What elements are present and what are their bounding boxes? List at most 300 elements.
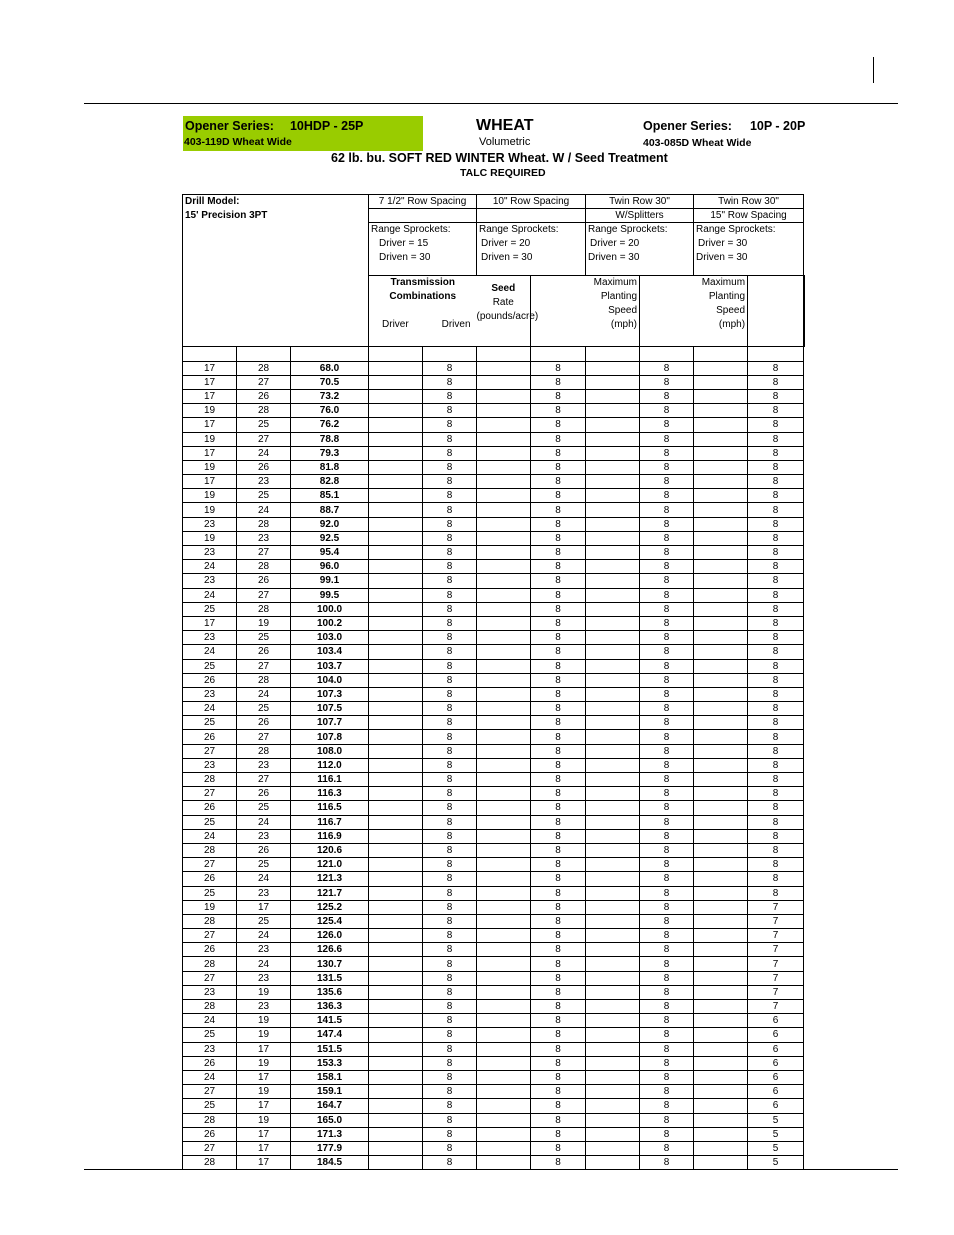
driven-cell: 23: [237, 475, 291, 489]
empty-cell: [694, 446, 748, 460]
empty-cell: [586, 574, 640, 588]
max-speed-cell: 8: [423, 1070, 477, 1084]
table-row: [183, 730, 805, 744]
max-speed-cell: 7: [748, 929, 804, 943]
max-speed-cell: 8: [423, 957, 477, 971]
max-speed-cell: 8: [531, 1028, 586, 1042]
max-speed-header-2: Maximum Planting Speed (mph): [694, 276, 748, 347]
max-speed-cell: 8: [748, 716, 804, 730]
max-speed-cell: 8: [640, 872, 694, 886]
seed-rate-cell: 121.7: [291, 886, 369, 900]
max-speed-cell: 8: [531, 914, 586, 928]
max-speed-cell: 8: [531, 460, 586, 474]
table-row: [183, 1127, 805, 1141]
seed-rate-cell: 116.9: [291, 829, 369, 843]
max-speed-cell: 8: [640, 361, 694, 375]
empty-cell: [586, 1014, 640, 1028]
empty-cell: [369, 943, 423, 957]
empty-cell: [694, 375, 748, 389]
max-speed-cell: 6: [748, 1028, 804, 1042]
seed-rate-table: [182, 194, 805, 1170]
driven-cell: 25: [237, 631, 291, 645]
max-speed-cell: 8: [531, 446, 586, 460]
max-speed-cell: 8: [423, 361, 477, 375]
empty-cell: [369, 914, 423, 928]
max-speed-cell: 8: [640, 1014, 694, 1028]
max-speed-cell: 8: [748, 602, 804, 616]
max-speed-cell: 8: [531, 702, 586, 716]
max-speed-cell: 8: [640, 1000, 694, 1014]
empty-cell: [369, 1085, 423, 1099]
empty-cell: [477, 503, 531, 517]
empty-cell: [694, 1070, 748, 1084]
driver-cell: 25: [183, 1028, 237, 1042]
empty-cell: [694, 929, 748, 943]
empty-cell: [477, 1000, 531, 1014]
seed-rate-cell: 116.3: [291, 787, 369, 801]
empty-cell: [369, 446, 423, 460]
table-row: [183, 1141, 805, 1155]
table-row: [183, 1042, 805, 1056]
seed-rate-cell: 171.3: [291, 1127, 369, 1141]
table-row: [183, 1113, 805, 1127]
max-speed-cell: 8: [531, 773, 586, 787]
max-speed-cell: 8: [748, 574, 804, 588]
seed-rate-cell: 73.2: [291, 389, 369, 403]
driven-cell: 19: [237, 1028, 291, 1042]
seed-rate-cell: 88.7: [291, 503, 369, 517]
seed-rate-cell: 153.3: [291, 1056, 369, 1070]
max-speed-cell: 8: [748, 702, 804, 716]
table-row: [183, 843, 805, 857]
table-row: [183, 971, 805, 985]
max-speed-cell: 8: [423, 631, 477, 645]
empty-cell: [694, 1085, 748, 1099]
seed-rate-cell: 92.0: [291, 517, 369, 531]
max-speed-cell: 8: [748, 531, 804, 545]
max-speed-cell: 8: [531, 517, 586, 531]
empty-cell: [369, 1127, 423, 1141]
max-speed-cell: 8: [748, 773, 804, 787]
empty-cell: [477, 1042, 531, 1056]
max-speed-cell: 8: [748, 801, 804, 815]
max-speed-cell: 8: [423, 1141, 477, 1155]
seed-rate-cell: 81.8: [291, 460, 369, 474]
empty-cell: [694, 631, 748, 645]
max-speed-cell: 8: [640, 531, 694, 545]
empty-cell: [477, 574, 531, 588]
empty-cell: [694, 546, 748, 560]
empty-cell: [369, 560, 423, 574]
driver-cell: 24: [183, 702, 237, 716]
seed-rate-cell: 85.1: [291, 489, 369, 503]
driver-cell: 25: [183, 1099, 237, 1113]
max-speed-cell: 8: [531, 929, 586, 943]
max-speed-cell: 8: [531, 1156, 586, 1170]
empty-cell: [694, 531, 748, 545]
empty-cell: [477, 616, 531, 630]
empty-cell: [694, 773, 748, 787]
empty-cell: [586, 489, 640, 503]
max-speed-cell: 8: [640, 1056, 694, 1070]
max-speed-cell: 8: [748, 361, 804, 375]
seed-rate-cell: 70.5: [291, 375, 369, 389]
empty-cell: [477, 489, 531, 503]
max-speed-cell: 8: [531, 616, 586, 630]
empty-cell: [369, 531, 423, 545]
table-row: [183, 773, 805, 787]
empty-cell: [586, 475, 640, 489]
seed-rate-cell: 107.8: [291, 730, 369, 744]
max-speed-cell: 8: [423, 1113, 477, 1127]
empty-cell: [694, 1141, 748, 1155]
driven-cell: 27: [237, 773, 291, 787]
empty-cell: [477, 900, 531, 914]
driver-cell: 24: [183, 1070, 237, 1084]
empty-cell: [694, 943, 748, 957]
max-speed-cell: 8: [531, 1085, 586, 1099]
empty-cell: [586, 503, 640, 517]
empty-cell: [369, 843, 423, 857]
empty-cell: [369, 1042, 423, 1056]
max-speed-cell: 8: [423, 971, 477, 985]
empty-cell: [369, 659, 423, 673]
table-row: [183, 503, 805, 517]
max-speed-cell: 8: [640, 404, 694, 418]
max-speed-cell: 8: [640, 418, 694, 432]
empty-cell: [694, 843, 748, 857]
empty-cell: [477, 858, 531, 872]
table-row: [183, 943, 805, 957]
seed-rate-cell: 159.1: [291, 1085, 369, 1099]
empty-cell: [477, 517, 531, 531]
driver-cell: 25: [183, 602, 237, 616]
max-speed-cell: 8: [531, 361, 586, 375]
driver-cell: 28: [183, 957, 237, 971]
seed-rate-cell: 100.2: [291, 616, 369, 630]
empty-cell: [586, 858, 640, 872]
empty-cell: [369, 886, 423, 900]
right-opener-series: Opener Series: 10P - 20P: [643, 119, 806, 133]
table-row: [183, 872, 805, 886]
max-speed-cell: 8: [748, 460, 804, 474]
seed-rate-cell: 92.5: [291, 531, 369, 545]
max-speed-cell: 8: [531, 1113, 586, 1127]
empty-cell: [477, 602, 531, 616]
empty-cell: [477, 716, 531, 730]
max-speed-cell: 8: [531, 1056, 586, 1070]
max-speed-cell: 8: [423, 432, 477, 446]
max-speed-cell: 8: [531, 872, 586, 886]
empty-cell: [369, 1099, 423, 1113]
spacing-header-4: Twin Row 30": [694, 195, 804, 209]
empty-cell: [477, 588, 531, 602]
driver-cell: 26: [183, 673, 237, 687]
empty-cell: [477, 1113, 531, 1127]
empty-cell: [694, 1028, 748, 1042]
driver-cell: 24: [183, 645, 237, 659]
empty-cell: [586, 418, 640, 432]
max-speed-cell: 8: [640, 616, 694, 630]
max-speed-cell: 8: [531, 489, 586, 503]
empty-cell: [477, 631, 531, 645]
empty-cell: [586, 645, 640, 659]
empty-cell: [369, 744, 423, 758]
seed-rate-cell: 120.6: [291, 843, 369, 857]
seed-rate-cell: 121.0: [291, 858, 369, 872]
empty-cell: [369, 716, 423, 730]
empty-cell: [586, 1156, 640, 1170]
max-speed-cell: 8: [640, 943, 694, 957]
max-speed-cell: 8: [423, 914, 477, 928]
driver-cell: 26: [183, 1056, 237, 1070]
driven-cell: 19: [237, 1113, 291, 1127]
empty-cell: [694, 702, 748, 716]
spacing-header-3: Twin Row 30": [586, 195, 694, 209]
driven-cell: 17: [237, 1141, 291, 1155]
empty-cell: [586, 1070, 640, 1084]
spacing-header-2: 10" Row Spacing: [477, 195, 586, 209]
empty-cell: [586, 900, 640, 914]
driven-cell: 19: [237, 616, 291, 630]
max-speed-cell: 8: [423, 773, 477, 787]
table-row: [183, 631, 805, 645]
max-speed-cell: 8: [640, 503, 694, 517]
max-speed-cell: 8: [640, 815, 694, 829]
seed-rate-cell: 165.0: [291, 1113, 369, 1127]
driver-cell: 24: [183, 560, 237, 574]
empty-cell: [369, 702, 423, 716]
max-speed-cell: 8: [531, 1014, 586, 1028]
table-row: [183, 702, 805, 716]
max-speed-cell: 8: [748, 404, 804, 418]
empty-cell: [694, 716, 748, 730]
seed-rate-cell: 158.1: [291, 1070, 369, 1084]
driven-cell: 23: [237, 943, 291, 957]
max-speed-cell: 8: [423, 702, 477, 716]
seed-rate-cell: 116.5: [291, 801, 369, 815]
max-speed-cell: 8: [423, 716, 477, 730]
max-speed-cell: 8: [423, 815, 477, 829]
seed-rate-cell: 107.5: [291, 702, 369, 716]
max-speed-cell: 8: [423, 375, 477, 389]
driver-cell: 27: [183, 929, 237, 943]
empty-cell: [369, 687, 423, 701]
empty-cell: [477, 943, 531, 957]
empty-cell: [477, 531, 531, 545]
max-speed-cell: 8: [640, 886, 694, 900]
empty-cell: [586, 985, 640, 999]
empty-cell: [477, 389, 531, 403]
max-speed-cell: 8: [640, 957, 694, 971]
empty-cell: [369, 1000, 423, 1014]
max-speed-cell: 8: [423, 900, 477, 914]
driven-cell: 25: [237, 489, 291, 503]
empty-cell: [369, 957, 423, 971]
table-row: [183, 602, 805, 616]
seed-rate-cell: 103.4: [291, 645, 369, 659]
seed-rate-cell: 164.7: [291, 1099, 369, 1113]
empty-cell: [477, 460, 531, 474]
empty-cell: [369, 475, 423, 489]
empty-cell: [694, 744, 748, 758]
driver-cell: 23: [183, 546, 237, 560]
table-row: [183, 475, 805, 489]
empty-cell: [694, 914, 748, 928]
driver-cell: 23: [183, 985, 237, 999]
max-speed-cell: 8: [531, 432, 586, 446]
max-speed-cell: 7: [748, 985, 804, 999]
empty-cell: [369, 574, 423, 588]
driver-cell: 17: [183, 418, 237, 432]
max-speed-cell: 8: [423, 446, 477, 460]
driver-cell: 28: [183, 773, 237, 787]
driven-cell: 25: [237, 801, 291, 815]
empty-cell: [369, 929, 423, 943]
speed-spacer-2: [640, 276, 694, 347]
empty-cell: [586, 815, 640, 829]
seed-rate-cell: 177.9: [291, 1141, 369, 1155]
max-speed-cell: 5: [748, 1156, 804, 1170]
driven-cell: 27: [237, 659, 291, 673]
max-speed-cell: 7: [748, 957, 804, 971]
empty-cell: [369, 1028, 423, 1042]
empty-cell: [477, 957, 531, 971]
table-row: [183, 361, 805, 375]
empty-cell: [477, 914, 531, 928]
empty-cell: [477, 687, 531, 701]
driver-cell: 25: [183, 659, 237, 673]
seed-rate-cell: 126.6: [291, 943, 369, 957]
max-speed-cell: 8: [423, 489, 477, 503]
empty-cell: [586, 1113, 640, 1127]
empty-cell: [694, 503, 748, 517]
driver-cell: 17: [183, 475, 237, 489]
empty-cell: [477, 1014, 531, 1028]
max-speed-cell: 8: [423, 546, 477, 560]
max-speed-cell: 8: [640, 787, 694, 801]
empty-cell: [477, 758, 531, 772]
empty-cell: [586, 602, 640, 616]
max-speed-cell: 6: [748, 1070, 804, 1084]
empty-cell: [477, 375, 531, 389]
max-speed-cell: 8: [640, 1042, 694, 1056]
driven-cell: 17: [237, 1099, 291, 1113]
driver-cell: 17: [183, 446, 237, 460]
max-speed-cell: 8: [423, 1127, 477, 1141]
max-speed-cell: 8: [531, 829, 586, 843]
empty-cell: [586, 829, 640, 843]
driver-cell: 28: [183, 914, 237, 928]
max-speed-cell: 8: [531, 546, 586, 560]
empty-cell: [694, 815, 748, 829]
seed-rate-cell: 125.4: [291, 914, 369, 928]
table-row: [183, 489, 805, 503]
driven-cell: 17: [237, 900, 291, 914]
seed-rate-cell: 100.0: [291, 602, 369, 616]
max-speed-cell: 8: [423, 1000, 477, 1014]
driver-cell: 28: [183, 1000, 237, 1014]
empty-cell: [694, 829, 748, 843]
range-sprockets-4: Range Sprockets: Driver = 30 Driven = 30: [694, 223, 804, 266]
max-speed-cell: 8: [531, 687, 586, 701]
driven-cell: 26: [237, 574, 291, 588]
seed-rate-cell: 151.5: [291, 1042, 369, 1056]
empty-cell: [586, 1127, 640, 1141]
empty-cell: [586, 460, 640, 474]
max-speed-header-1: Maximum Planting Speed (mph): [586, 276, 640, 347]
seed-rate-cell: 141.5: [291, 1014, 369, 1028]
seed-rate-cell: 136.3: [291, 1000, 369, 1014]
driver-cell: 28: [183, 1113, 237, 1127]
max-speed-cell: 8: [531, 659, 586, 673]
empty-cell: [477, 843, 531, 857]
empty-cell: [694, 418, 748, 432]
max-speed-cell: 8: [423, 616, 477, 630]
page-margin-mark: [873, 57, 874, 83]
max-speed-cell: 8: [531, 900, 586, 914]
right-part-number: 403-085D Wheat Wide: [643, 137, 752, 149]
empty-cell: [586, 702, 640, 716]
empty-cell: [477, 787, 531, 801]
max-speed-cell: 8: [748, 446, 804, 460]
max-speed-cell: 8: [640, 1028, 694, 1042]
empty-cell: [694, 801, 748, 815]
table-row: [183, 375, 805, 389]
driven-cell: 26: [237, 389, 291, 403]
max-speed-cell: 8: [640, 389, 694, 403]
empty-cell: [586, 361, 640, 375]
max-speed-cell: 8: [423, 744, 477, 758]
max-speed-cell: 8: [423, 588, 477, 602]
table-row: [183, 985, 805, 999]
empty-cell: [694, 588, 748, 602]
crop-title: WHEAT: [476, 117, 534, 134]
empty-cell: [369, 815, 423, 829]
driver-cell: 28: [183, 843, 237, 857]
max-speed-cell: 8: [531, 673, 586, 687]
driven-cell: 24: [237, 815, 291, 829]
empty-cell: [694, 1156, 748, 1170]
max-speed-cell: 8: [531, 957, 586, 971]
empty-cell: [586, 1141, 640, 1155]
max-speed-cell: 8: [748, 673, 804, 687]
empty-cell: [586, 730, 640, 744]
max-speed-cell: 8: [640, 673, 694, 687]
table-row: [183, 531, 805, 545]
empty-cell: [694, 971, 748, 985]
table-row: [183, 460, 805, 474]
max-speed-cell: 8: [531, 730, 586, 744]
driven-cell: 26: [237, 645, 291, 659]
max-speed-cell: 8: [640, 716, 694, 730]
empty-cell: [586, 1000, 640, 1014]
max-speed-cell: 8: [531, 716, 586, 730]
footer-rule: [84, 1169, 898, 1170]
empty-cell: [694, 616, 748, 630]
driver-cell: 19: [183, 404, 237, 418]
max-speed-cell: 8: [423, 673, 477, 687]
driver-cell: 23: [183, 758, 237, 772]
max-speed-cell: 8: [748, 375, 804, 389]
empty-cell: [369, 616, 423, 630]
seed-rate-cell: 76.2: [291, 418, 369, 432]
driven-cell: 17: [237, 1070, 291, 1084]
max-speed-cell: 8: [531, 801, 586, 815]
empty-cell: [586, 404, 640, 418]
max-speed-cell: 5: [748, 1113, 804, 1127]
driver-cell: 17: [183, 389, 237, 403]
